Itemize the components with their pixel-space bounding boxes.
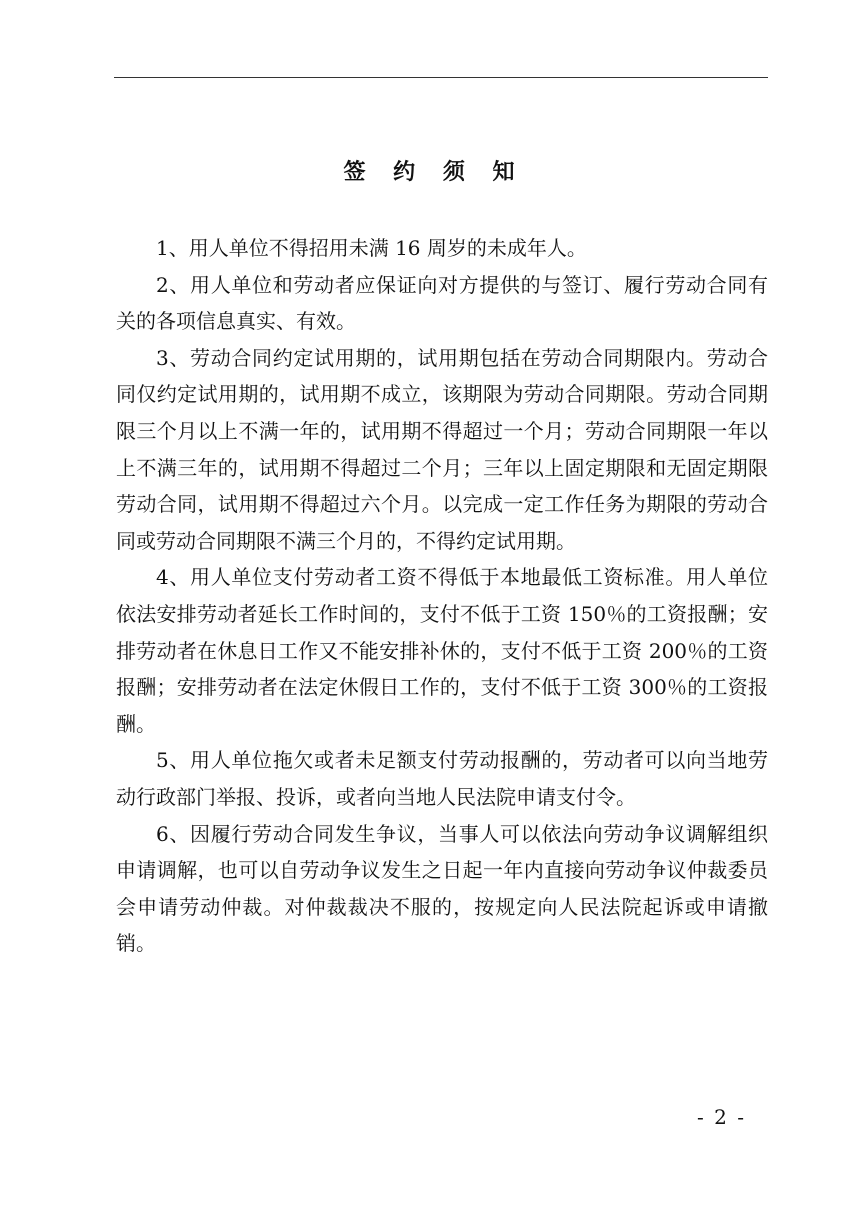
header-rule <box>114 77 768 78</box>
document-title: 签 约 须 知 <box>343 159 525 185</box>
clause-1: 1、用人单位不得招用未满 16 周岁的未成年人。 <box>156 236 587 260</box>
clause-6: 6、因履行劳动合同发生争议，当事人可以依法向劳动争议调解组织申请调解，也可以自劳动争议发生之日起一年内直接向劳动争议仲裁委员会申请劳动仲裁。对仲裁裁决不服的，按规定向人民法院起诉或申请撤销。 <box>116 821 768 956</box>
clause-3: 3、劳动合同约定试用期的，试用期包括在劳动合同期限内。劳动合同仅约定试用期的，试用期不成立，该期限为劳动合同期限。劳动合同期限三个月以上不满一年的，试用期不得超过一个月；劳动合同期限一年以上不满三年的，试用期不得超过二个月；三年以上固定期限和无固定期限劳动合同，试用期不得超过六个月。以完成一定工作任务为期限的劳动合同或劳动合同期限不满三个月的，不得约定试用期。 <box>116 345 768 553</box>
clause-2: 2、用人单位和劳动者应保证向对方提供的与签订、履行劳动合同有关的各项信息真实、有效。 <box>116 272 768 334</box>
document-body <box>116 230 768 962</box>
clause-4: 4、用人单位支付劳动者工资不得低于本地最低工资标准。用人单位依法安排劳动者延长工作时间的，支付不低于工资 150％的工资报酬；安排劳动者在休息日工作又不能安排补休的，支付不低于工资 200％的工资报酬；安排劳动者在法定休假日工作的，支付不低于工资 300％的工资报酬。 <box>116 565 768 736</box>
page-number: - 2 - <box>697 1105 746 1129</box>
clause-5: 5、用人单位拖欠或者未足额支付劳动报酬的，劳动者可以向当地劳动行政部门举报、投诉，或者向当地人民法院申请支付令。 <box>116 748 768 809</box>
